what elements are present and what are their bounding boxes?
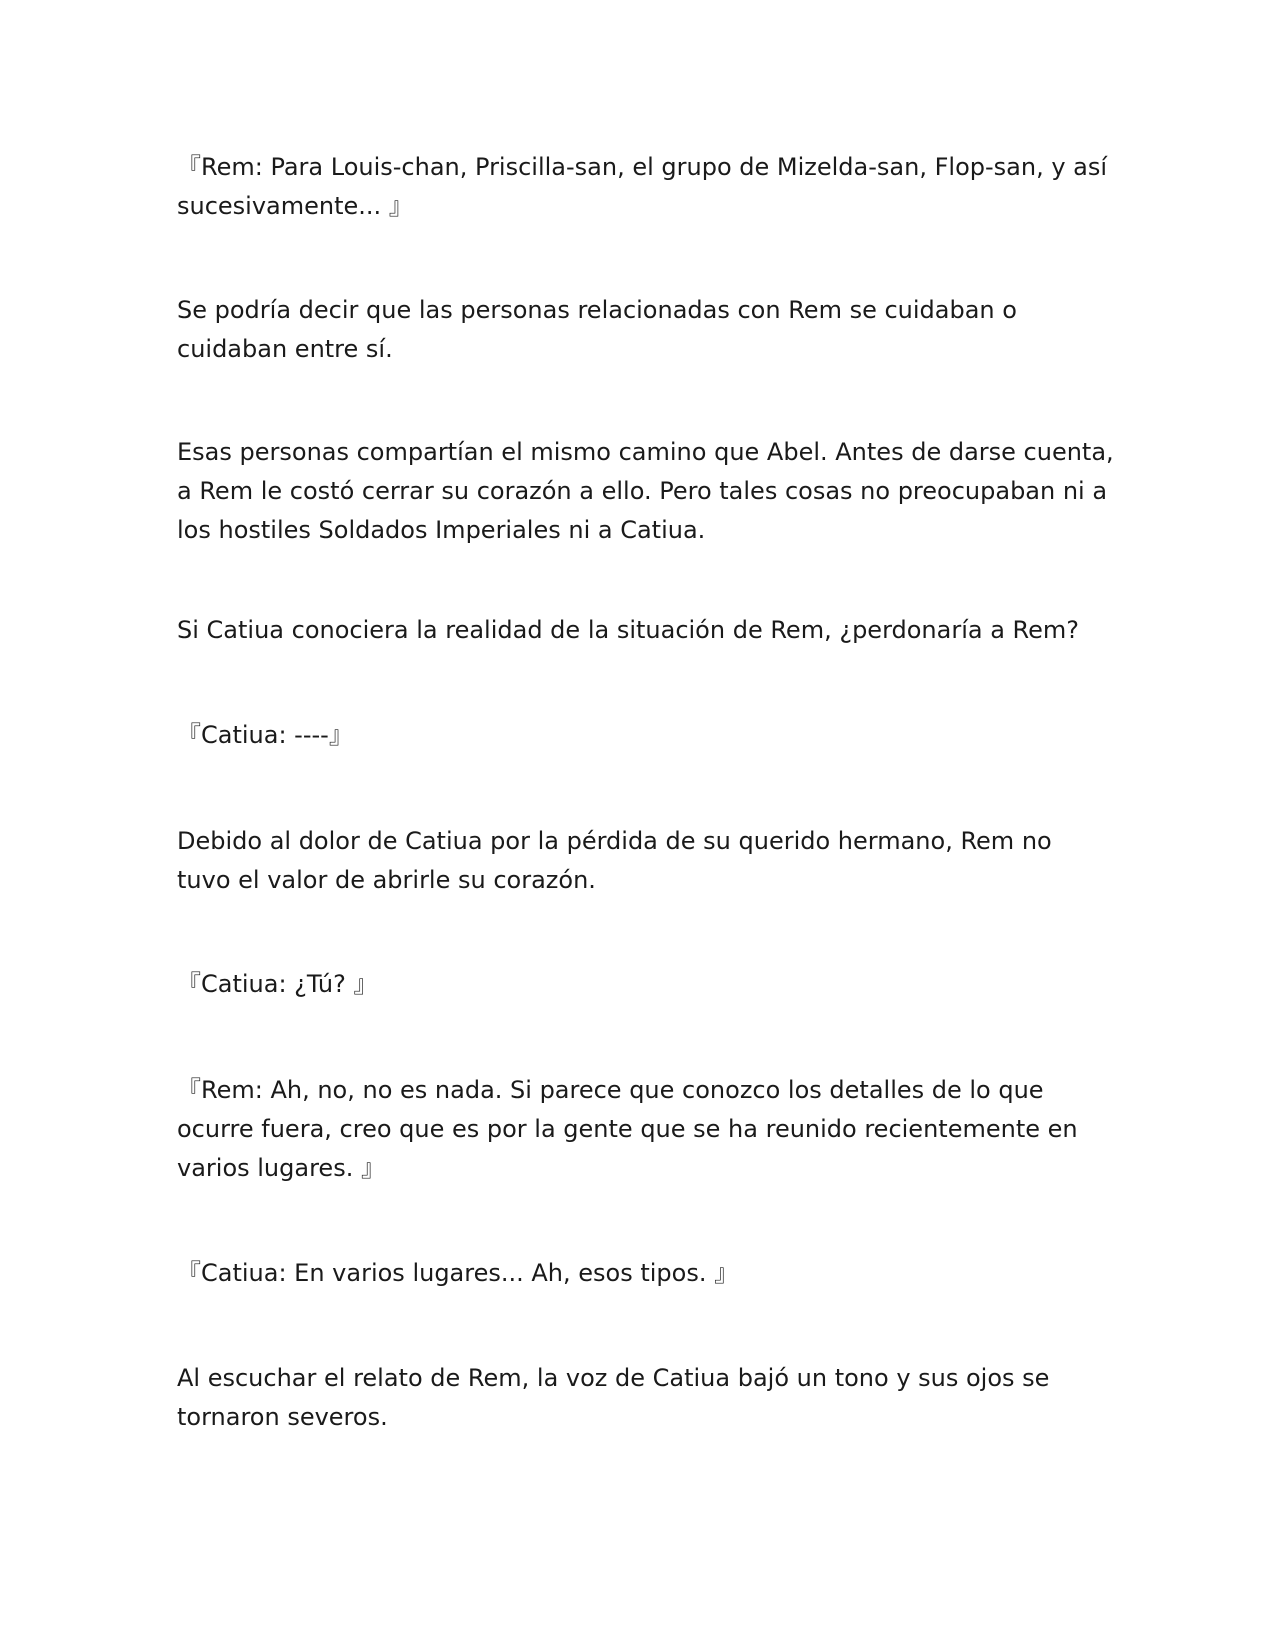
text-line: ocurre fuera, creo que es por la gente que se ha reunido recientemente en [177, 1115, 1078, 1143]
text-line: tuvo el valor de abrirle su corazón. [177, 866, 596, 894]
text-line: Se podría decir que las personas relacionadas con Rem se cuidaban o [177, 296, 1017, 324]
text-line: 『Catiua: ¿Tú? 』 [177, 970, 378, 998]
paragraph-8 [177, 1071, 1107, 1188]
text-line: sucesivamente... 』 [177, 192, 413, 220]
text-line: los hostiles Soldados Imperiales ni a Catiua. [177, 516, 706, 544]
text-line: Debido al dolor de Catiua por la pérdida de su querido hermano, Rem no [177, 827, 1052, 855]
paragraph-9 [177, 1254, 1107, 1293]
text-line: varios lugares. 』 [177, 1154, 385, 1182]
text-line: Si Catiua conociera la realidad de la situación de Rem, ¿perdonaría a Rem? [177, 616, 1080, 644]
text-line: 『Catiua: ----』 [177, 721, 353, 749]
paragraph-7 [177, 965, 1107, 1004]
text-line: Esas personas compartían el mismo camino que Abel. Antes de darse cuenta, [177, 438, 1114, 466]
paragraph-10 [177, 1359, 1107, 1437]
text-line: 『Rem: Para Louis-chan, Priscilla-san, el grupo de Mizelda-san, Flop-san, y así [177, 153, 1108, 181]
paragraph-4 [177, 611, 1107, 650]
text-line: tornaron severos. [177, 1403, 388, 1431]
text-line: 『Rem: Ah, no, no es nada. Si parece que conozco los detalles de lo que [177, 1076, 1044, 1104]
text-line: cuidaban entre sí. [177, 335, 393, 363]
text-line: 『Catiua: En varios lugares... Ah, esos tipos. 』 [177, 1259, 739, 1287]
paragraph-1 [177, 148, 1107, 226]
text-line: Al escuchar el relato de Rem, la voz de Catiua bajó un tono y sus ojos se [177, 1364, 1050, 1392]
text-line: a Rem le costó cerrar su corazón a ello. Pero tales cosas no preocupaban ni a [177, 477, 1108, 505]
paragraph-2 [177, 291, 1107, 369]
paragraph-3 [177, 433, 1114, 550]
paragraph-6 [177, 822, 1107, 900]
paragraph-5 [177, 716, 1107, 755]
